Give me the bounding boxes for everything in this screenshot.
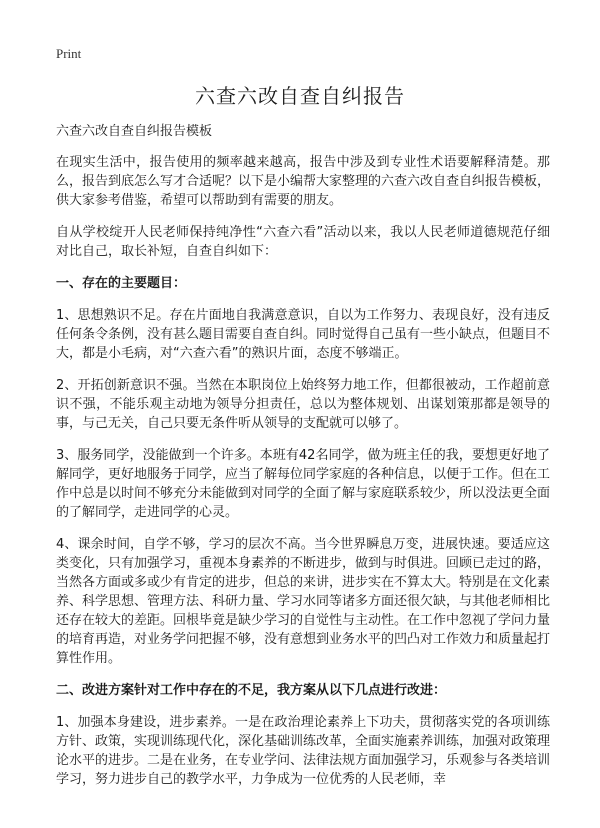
section-paragraph: 4、课余时间，自学不够，学习的层次不高。当今世界瞬息万变，进展快速。要适应这类变化，只有加强学习，重视本身素养的不断进步，做到与时俱进。回顾已走过的路，当然各方面或多或少有肯定的进步，但总的来讲，进步实在不算太大。特别是在文化素养、科学思想、管理方法、科研力量、学习水同等诸多方面还很欠缺，与其他老师相比还存在较大的差距。回根毕竟是缺少学习的自觉性与主动性。在工作中忽视了学问力量的培育再造，对业务学问把握不够，没有意想到业务水平的凹凸对工作效力和质量起打算性作用。	[56, 537, 551, 666]
section-heading-improvements: 二、改进方案针对工作中存在的不足，我方案从以下几点进行改进：	[56, 683, 447, 698]
section-paragraph: 1、加强本身建设，进步素养。一是在政治理论素养上下功夫，贯彻落实党的各项训练方针、政策，实现训练现代化，深化基础训练改革，全面实施素养训练，加强对政策理论水平的进步。二是在业务，在专业学问、法律法规方面加强学习，乐观参与各类培训学习，努力进步自己的教学水平，力争成为一位优秀的人民老师，幸	[56, 715, 551, 787]
section-paragraph: 2、开拓创新意识不强。当然在本职岗位上始终努力地工作，但都很被动，工作超前意识不强，不能乐观主动地为领导分担责任，总以为整体规划、出谋划策那都是领导的事，与己无关，自己只要无条件听从领导的支配就可以够了。	[56, 378, 550, 431]
document-body	[56, 122, 550, 802]
section-paragraph: 3、服务同学，没能做到一个许多。本班有42名同学，做为班主任的我，要想更好地了解同学，更好地服务于同学，应当了解每位同学家庭的各种信息，以便于工作。但在工作中总是以时间不够充分未能做到对同学的全面了解与家庭联系较少，所以没法更全面的了解同学，走进同学的心灵。	[56, 448, 551, 520]
section-paragraph: 1、思想熟识不足。存在片面地自我满意意识，自以为工作努力、表现良好，没有违反任何条令条例，没有甚么题目需要自查自纠。同时觉得自己虽有一些小缺点，但题目不大，都是小毛病，对“六查六看”的熟识片面，态度不够端正。	[56, 308, 551, 361]
intro-paragraph: 在现实生活中，报告使用的频率越来越高，报告中涉及到专业性术语要解释清楚。那么，报告到底怎么写才合适呢？以下是小编帮大家整理的六查六改自查自纠报告模板，供大家参考借鉴，希望可以帮助到有需要的朋友。	[56, 155, 551, 208]
intro-paragraph: 自从学校绽开人民老师保持纯净性“六查六看”活动以来，我以人民老师道德规范仔细对比自己，取长补短，自查自纠如下：	[56, 225, 550, 259]
print-link[interactable]: Print	[56, 46, 82, 61]
section-heading-problems: 一、存在的主要题目：	[56, 276, 187, 291]
document-subtitle: 六查六改自查自纠报告模板	[56, 124, 213, 139]
document-title: 六查六改自查自纠报告	[195, 84, 405, 108]
